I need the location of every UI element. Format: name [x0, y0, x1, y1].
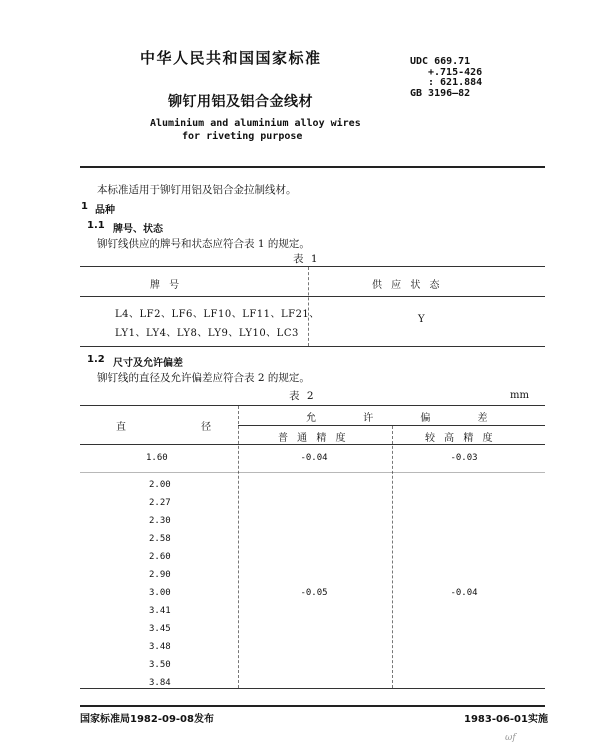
section-number: 1 — [81, 201, 88, 212]
table2-header-tolerance: 允 许 偏 差 — [306, 413, 510, 424]
effective-date: 1983-06-01实施 — [464, 714, 548, 725]
subsection-number: 1.1 — [87, 220, 105, 231]
table2-diameter-cell: 3.50 — [149, 660, 171, 670]
udc-line: +.715-426 — [428, 66, 483, 78]
table2-bottom-rule — [80, 688, 545, 689]
table2-diameter-cell: 2.90 — [149, 570, 171, 580]
english-title — [150, 117, 361, 143]
table1-top-rule — [80, 266, 545, 267]
table2-diameter-cell: 3.45 — [149, 624, 171, 634]
scan-watermark: ωf — [505, 733, 516, 743]
table2-row-rule — [80, 472, 545, 473]
table2-header-rule — [80, 444, 545, 445]
subsection-title: 尺寸及允许偏差 — [113, 358, 183, 369]
table1-state-value: Y — [418, 314, 426, 325]
udc-block — [410, 57, 482, 99]
header-divider — [80, 166, 545, 168]
section-title: 品种 — [95, 205, 115, 216]
gb-number: GB 3196—82 — [410, 87, 471, 99]
issued-date: 国家标准局1982-09-08发布 — [80, 714, 214, 725]
table2-diameter-cell: 2.60 — [149, 552, 171, 562]
standard-title: 中华人民共和国国家标准 — [140, 49, 322, 67]
table2-header-high: 较 高 精 度 — [425, 433, 496, 444]
table2-diameter-cell: 2.00 — [149, 480, 171, 490]
table1-bottom-rule — [80, 346, 545, 347]
table2-column-divider — [238, 406, 239, 688]
table2-diameter-cell: 3.00 — [149, 588, 171, 598]
table2-top-rule — [80, 405, 545, 406]
document-title: 铆钉用铝及铝合金线材 — [168, 94, 313, 110]
table2-unit: mm — [510, 390, 529, 401]
table2-column-divider — [392, 426, 393, 688]
table1-grades-line: LY1、LY4、LY8、LY9、LY10、LC3 — [115, 328, 299, 339]
english-title-line: for riveting purpose — [182, 131, 303, 142]
table1-header-grade: 牌 号 — [150, 280, 183, 291]
footer-divider — [80, 705, 545, 707]
udc-line: : 621.884 — [428, 77, 483, 88]
table2-diameter-cell: 1.60 — [146, 453, 168, 463]
english-title-line: Aluminium and aluminium alloy wires — [150, 118, 361, 129]
udc-line: UDC 669.71 — [410, 56, 471, 67]
subsection-text: 铆钉线的直径及允许偏差应符合表 2 的规定。 — [97, 372, 310, 384]
table2-normal-cell: -0.04 — [300, 453, 328, 463]
table2-caption: 表 2 — [289, 390, 316, 402]
table2-high-cell: -0.04 — [450, 588, 478, 598]
table2-diameter-cell: 3.41 — [149, 606, 171, 616]
table1-header-rule — [80, 296, 545, 297]
table2-diameter-cell: 3.84 — [149, 678, 171, 688]
subsection-title: 牌号、状态 — [113, 224, 163, 235]
table2-normal-cell: -0.05 — [300, 588, 328, 598]
table2-header-diameter: 直 径 — [116, 422, 248, 433]
table2-header-normal: 普 通 精 度 — [278, 433, 349, 444]
table2-high-cell: -0.03 — [450, 453, 478, 463]
subsection-number: 1.2 — [87, 354, 105, 365]
table1-grades-line: L4、LF2、LF6、LF10、LF11、LF21、 — [115, 309, 320, 320]
table2-diameter-cell: 2.30 — [149, 516, 171, 526]
intro-paragraph: 本标准适用于铆钉用铝及铝合金拉制线材。 — [97, 184, 297, 196]
subsection-text: 铆钉线供应的牌号和状态应符合表 1 的规定。 — [97, 238, 310, 250]
table2-diameter-cell: 3.48 — [149, 642, 171, 652]
table1-caption: 表 1 — [293, 253, 320, 265]
table2-diameter-cell: 2.27 — [149, 498, 171, 508]
table2-diameter-cell: 2.58 — [149, 534, 171, 544]
table1-header-state: 供 应 状 态 — [372, 280, 443, 291]
